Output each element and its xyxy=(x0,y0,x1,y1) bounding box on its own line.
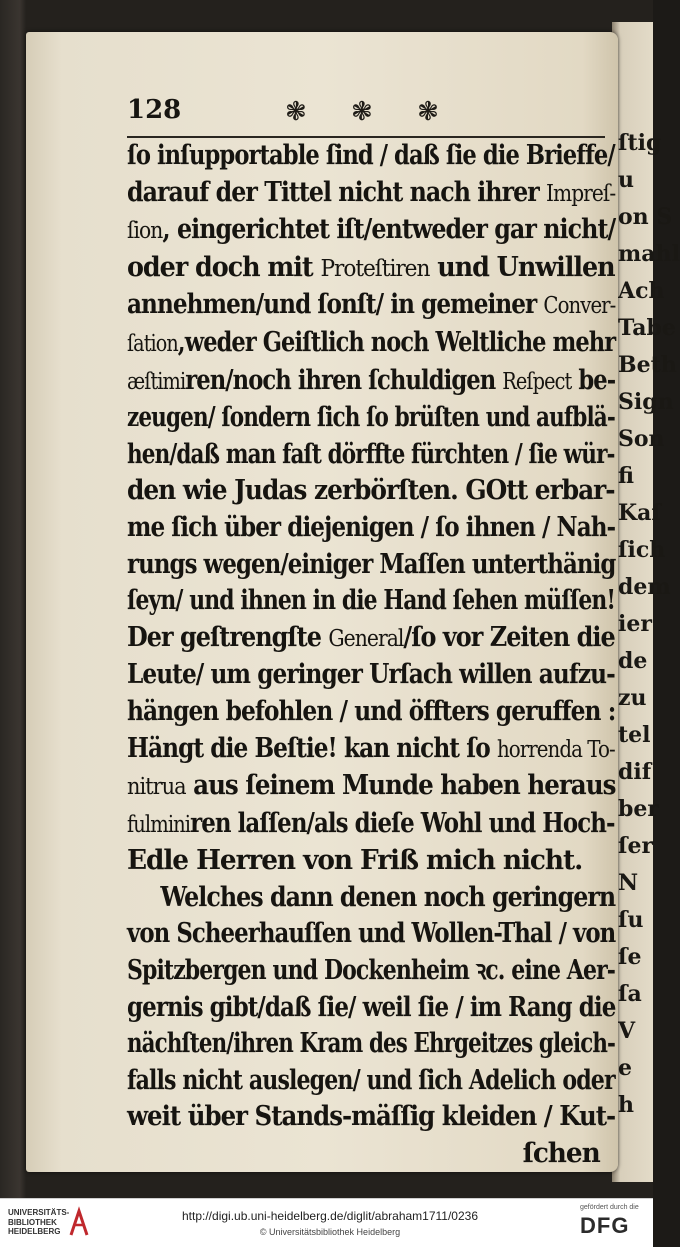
text-segment: Edle Herren von Friß mich nicht. xyxy=(127,845,583,877)
page-body-text xyxy=(127,138,627,1173)
text-segment: /ſo vor Zeiten die xyxy=(403,621,615,653)
next-page-fragment: ier xyxy=(618,611,652,637)
text-line xyxy=(127,880,616,917)
text-segment: hen/daß man faſt dörffte fürchten / ſie wür- xyxy=(127,438,615,470)
text-line xyxy=(127,363,616,401)
next-page-fragment: dif xyxy=(618,759,652,785)
text-segment: annehmen/und ſonſt/ in gemeiner xyxy=(127,289,544,321)
latin-word: Reſpect xyxy=(502,368,572,395)
latin-word: Impreſ- xyxy=(546,180,616,207)
latin-word: ſation xyxy=(127,330,178,357)
latin-word: fulmini xyxy=(127,811,191,838)
text-segment: darauf der Tittel nicht nach ihrer xyxy=(127,176,547,208)
text-line xyxy=(127,657,615,694)
page-header xyxy=(127,95,607,135)
text-line xyxy=(127,768,616,806)
next-page-fragment: fi xyxy=(618,463,634,489)
copyright-notice: © Universitätsbibliothek Heidelberg xyxy=(259,1227,401,1237)
library-logo-line: BIBLIOTHEK xyxy=(8,1217,57,1227)
text-segment: ſo inſupportable ſind / daß ſie die Brieffe/ xyxy=(127,140,615,171)
library-logo-text xyxy=(8,1208,68,1237)
text-segment: hängen befohlen / und öffters geruffen : xyxy=(127,695,616,727)
latin-word: General xyxy=(328,625,404,652)
next-page-fragment: mahl xyxy=(618,241,680,267)
library-logo-line: HEIDELBERG xyxy=(8,1227,61,1236)
text-segment: weit über Stands-mäſſig kleiden / Kut- xyxy=(127,1101,616,1133)
text-segment: ren laſſen/als dieſe Wohl und Hoch- xyxy=(190,807,615,839)
text-segment: ,weder Geiſtlich noch Weltliche mehr xyxy=(177,326,616,358)
next-page-fragment: Ach xyxy=(618,278,665,304)
text-line xyxy=(127,250,615,288)
library-logo-icon xyxy=(68,1207,90,1237)
next-page-fragment: zu xyxy=(618,685,647,711)
text-segment: Spitzbergen und Dockenheim ꝛc. eine Aer- xyxy=(127,955,616,987)
library-logo-line: UNIVERSITÄTS- xyxy=(8,1208,70,1217)
next-page-fragment: ſa xyxy=(618,981,642,1007)
next-page-fragment: Sign xyxy=(618,389,674,415)
next-page-fragment: ſer xyxy=(618,833,654,859)
text-line xyxy=(127,806,615,844)
dfg-logo: DFG xyxy=(580,1213,630,1238)
next-page-fragment: e xyxy=(618,1055,632,1081)
text-line xyxy=(127,843,615,880)
text-segment: den wie Judas zerbörſten. GOtt erbar- xyxy=(127,475,615,507)
text-line xyxy=(127,547,616,584)
text-line xyxy=(127,1026,616,1063)
next-page-fragment: Kaſ xyxy=(618,500,661,526)
next-page-fragment: tel xyxy=(618,722,651,748)
header-ornaments: ❃ ❃ ❃ xyxy=(285,97,457,127)
text-segment: nächſten/ihren Kram des Ehrgeitzes gleich- xyxy=(127,1028,616,1060)
text-segment: Welches dann denen noch geringern xyxy=(160,881,616,913)
latin-word: æſtimi xyxy=(127,368,186,395)
latin-word: ſion xyxy=(127,218,163,245)
text-segment: von Scheerhauſſen und Wollen-Thal / von xyxy=(127,918,616,950)
text-segment: falls nicht auslegen/ und ſich Adelich oder xyxy=(127,1064,615,1096)
latin-word: nitrua xyxy=(127,774,186,801)
source-url-link[interactable]: http://digi.ub.uni-heidelberg.de/diglit/abraham1711/0236 xyxy=(182,1209,478,1223)
text-segment: Leute/ um geringer Urſach willen aufzu- xyxy=(127,659,615,691)
text-line xyxy=(127,620,615,658)
next-page-fragment: ſe xyxy=(618,944,642,970)
text-line xyxy=(127,212,616,250)
text-line xyxy=(127,287,616,325)
text-line xyxy=(127,1099,616,1136)
text-segment: oder doch mit xyxy=(127,251,321,283)
text-line xyxy=(127,325,616,363)
text-line xyxy=(127,990,616,1027)
text-segment: rungs wegen/einiger Maſſen unterthänig xyxy=(127,548,616,580)
text-segment: ren/noch ihren ſchuldigen xyxy=(185,364,503,396)
next-page-fragment: Beth xyxy=(618,352,677,378)
next-page-fragment: ſtig xyxy=(618,130,662,156)
text-segment: ſeyn/ und ihnen in die Hand ſehen müſſen! xyxy=(127,585,616,617)
text-segment: und Unwillen xyxy=(429,251,615,283)
text-line xyxy=(127,1063,615,1100)
text-segment: be- xyxy=(571,364,616,396)
text-segment: , eingerichtet iſt/entweder gar nicht/ xyxy=(162,214,616,246)
next-page-fragment: Son xyxy=(618,426,665,452)
text-line xyxy=(127,731,615,769)
text-segment: gernis gibt/daß ſie/ weil ſie / im Rang die xyxy=(127,991,616,1023)
next-page-fragment: ſich xyxy=(618,537,666,563)
text-line xyxy=(127,473,615,510)
funding-note: gefördert durch die xyxy=(580,1204,639,1211)
next-page-fragment: h xyxy=(618,1092,634,1118)
next-page-fragment: de xyxy=(618,648,648,674)
text-segment: Der geſtrengſte xyxy=(127,621,329,653)
text-line xyxy=(127,138,615,175)
text-segment: zeugen/ ſondern ſich ſo brüſten und aufblä- xyxy=(127,402,615,434)
text-line xyxy=(127,400,615,437)
text-line xyxy=(127,694,616,731)
text-line xyxy=(127,175,616,213)
text-line xyxy=(127,916,616,953)
catchword xyxy=(139,1136,627,1173)
next-page-fragment: Tabe xyxy=(618,315,676,341)
page-number: 128 xyxy=(127,95,182,125)
text-segment: aus ſeinem Munde haben heraus xyxy=(185,770,616,802)
text-segment: ſchen xyxy=(522,1138,600,1170)
latin-word: Conver- xyxy=(543,293,616,320)
text-segment: Hängt die Beſtie! kan nicht ſo xyxy=(127,732,497,764)
next-page-fragment: ber xyxy=(618,796,659,822)
latin-word: horrenda To- xyxy=(496,736,615,763)
latin-word: Proteſtiren xyxy=(320,255,430,282)
next-page-fragment: ſu xyxy=(618,907,644,933)
next-page-fragment: dem xyxy=(618,574,671,600)
text-line xyxy=(127,583,616,620)
text-segment: me ſich über diejenigen / ſo ihnen / Nah- xyxy=(127,511,616,543)
next-page-fragment: u xyxy=(618,167,634,193)
next-page-fragment: V xyxy=(618,1018,636,1044)
text-line xyxy=(127,510,616,547)
text-line xyxy=(127,953,616,990)
next-page-fragment: on S xyxy=(618,204,673,230)
text-line xyxy=(127,437,615,474)
next-page-fragment: N xyxy=(618,870,639,896)
viewer-footer xyxy=(0,1198,653,1247)
